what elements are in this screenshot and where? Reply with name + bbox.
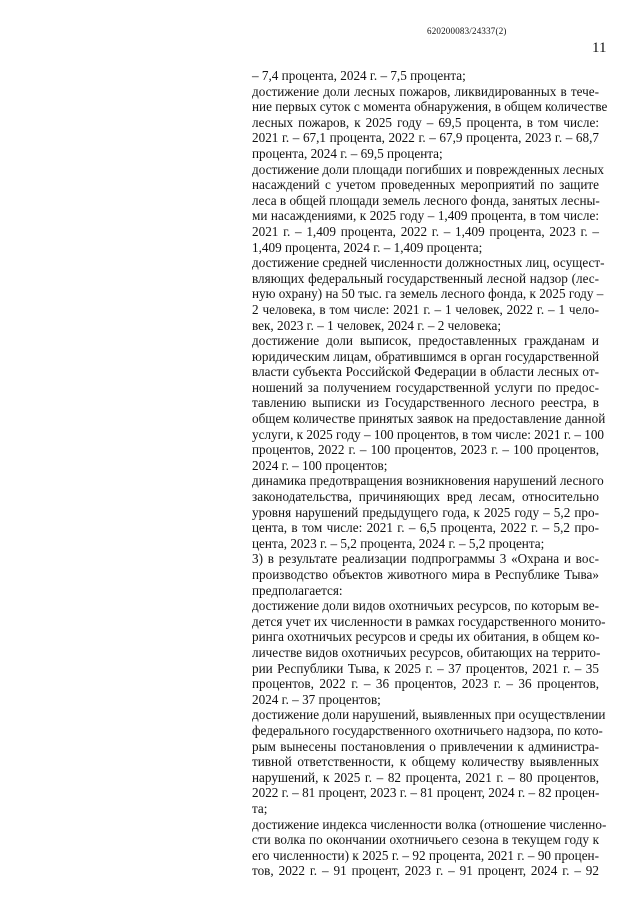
text-line: законодательства, причиняющих вред лесам, относительно <box>252 489 599 505</box>
text-line: достижение доли нарушений, выявленных при осуществлении <box>252 707 606 723</box>
text-line: тов, 2022 г. – 91 процент, 2023 г. – 91 процент, 2024 г. – 92 <box>252 863 599 879</box>
text-line: власти субъекта Российской Федерации в области лесных от- <box>252 364 599 380</box>
page-number: 11 <box>592 40 607 56</box>
text-line: процента, 2024 г. – 69,5 процента; <box>252 145 443 161</box>
text-line: насаждений с учетом проведенных мероприятий по защите <box>252 177 599 193</box>
text-line: достижение доли видов охотничьих ресурсов, по которым ве- <box>252 598 599 614</box>
text-line: тивной ответственности, к общему количеству выявленных <box>252 754 599 770</box>
text-line: достижение индекса численности волка (отношение численно- <box>252 816 607 832</box>
text-line: его численности) к 2025 г. – 92 процента, 2021 г. – 90 процен- <box>252 847 599 863</box>
text-line: общем количестве принятых заявок на предоставление данной <box>252 411 606 427</box>
text-line: 3) в результате реализации подпрограммы 3 «Охрана и вос- <box>252 551 599 567</box>
text-line: дется учет их численности в рамках государственного монито- <box>252 613 606 629</box>
text-line: 1,409 процента, 2024 г. – 1,409 процента; <box>252 239 483 255</box>
text-line: леса в общей площади земель лесного фонда, занятых лесны- <box>252 192 600 208</box>
text-line: ринга охотничьих ресурсов и среды их обитания, в общем ко- <box>252 629 600 645</box>
text-line: 2024 г. – 37 процентов; <box>252 691 381 707</box>
text-line: рии Республики Тыва, к 2025 г. – 37 процентов, 2021 г. – 35 <box>252 660 599 676</box>
text-line: динамика предотвращения возникновения нарушений лесного <box>252 473 604 489</box>
text-line: достижение средней численности должностных лиц, осущест- <box>252 255 605 271</box>
text-line: производство объектов животного мира в Республике Тыва» <box>252 567 599 582</box>
text-line: ношений за получением государственной услуги по предос- <box>252 379 599 395</box>
text-line: ную охрану) на 50 тыс. га земель лесного фонда, к 2025 году – <box>252 286 604 302</box>
text-line: 2 человека, в том числе: 2021 г. – 1 человек, 2022 г. – 1 чело- <box>252 301 599 317</box>
text-line: 2021 г. – 67,1 процента, 2022 г. – 67,9 процента, 2023 г. – 68,7 <box>252 130 599 146</box>
text-line: лесных пожаров, к 2025 году – 69,5 процента, в том числе: <box>252 114 599 130</box>
text-line: 2021 г. – 1,409 процента, 2022 г. – 1,409 процента, 2023 г. – <box>252 223 599 239</box>
text-line: рым вынесены постановления о привлечении к администра- <box>252 738 599 754</box>
text-line: процентов, 2022 г. – 36 процентов, 2023 г. – 36 процентов, <box>252 676 599 692</box>
text-line: личестве видов охотничьих ресурсов, обитающих на террито- <box>252 644 601 660</box>
text-line: юридическим лицам, обратившимся в орган государственной <box>252 348 599 364</box>
text-line: – 7,4 процента, 2024 г. – 7,5 процента; <box>252 68 466 83</box>
text-line: та; <box>252 800 268 816</box>
text-line: 2024 г. – 100 процентов; <box>252 457 388 473</box>
text-line: предполагается: <box>252 582 343 598</box>
text-line: уровня нарушений предыдущего года, к 2025 году – 5,2 про- <box>252 504 599 520</box>
text-line: цента, 2023 г. – 5,2 процента, 2024 г. – 5,2 процента; <box>252 535 545 551</box>
text-line: услуги, к 2025 году – 100 процентов, в том числе: 2021 г. – 100 <box>252 426 605 442</box>
text-line: достижение доли лесных пожаров, ликвидированных в тече- <box>252 83 599 99</box>
text-line: 2022 г. – 81 процент, 2023 г. – 81 процент, 2024 г. – 82 процен- <box>252 785 600 801</box>
text-line: цента, в том числе: 2021 г. – 6,5 процента, 2022 г. – 5,2 про- <box>252 520 599 536</box>
text-line: достижение доли выписок, предоставленных гражданам и <box>252 333 599 349</box>
text-line: тавлению выписки из Государственного лесного реестра, в <box>252 395 599 411</box>
text-line: нарушений, к 2025 г. – 82 процента, 2021 г. – 80 процентов, <box>252 769 599 785</box>
text-line: федерального государственного охотничьего надзора, по кото- <box>252 722 603 738</box>
text-line: процентов, 2022 г. – 100 процентов, 2023 г. – 100 процентов, <box>252 442 599 458</box>
text-line: ние первых суток с момента обнаружения, в общем количестве <box>252 99 608 115</box>
body-text <box>252 68 608 879</box>
text-line: достижение доли площади погибших и поврежденных лесных <box>252 161 605 177</box>
document-id: 620200083/24337(2) <box>427 26 507 36</box>
text-line: вляющих федеральный государственный лесной надзор (лес- <box>252 270 599 286</box>
text-line: век, 2023 г. – 1 человек, 2024 г. – 2 человека; <box>252 317 501 333</box>
text-line: ми насаждениями, к 2025 году – 1,409 процента, в том числе: <box>252 208 599 224</box>
text-line: сти волка по окончании охотничьего сезона в текущем году к <box>252 832 599 848</box>
